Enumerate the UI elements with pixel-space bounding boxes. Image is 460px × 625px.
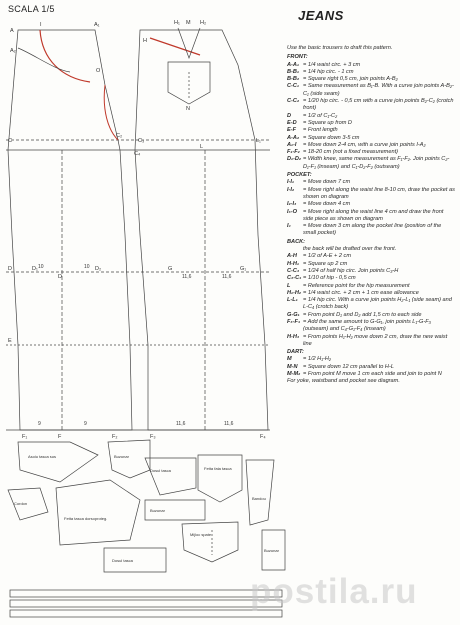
instruction-key: M-N xyxy=(287,363,298,370)
point-label: A₁ xyxy=(94,22,100,28)
instruction-value: = Move right along the waist line 8-10 cm, draw the pocket as shown on diagram xyxy=(303,186,455,200)
instruction-key: D xyxy=(287,112,292,119)
instruction-key: M-M₂ xyxy=(287,371,301,378)
instruction-row xyxy=(287,135,455,142)
instruction-row xyxy=(287,156,455,171)
measure-labels xyxy=(38,264,234,427)
front-panel-left xyxy=(8,30,132,430)
instruction-row xyxy=(287,364,455,371)
instruction-value: = Move right along the waist line 4 cm and draw the front side piece as shown on diagram xyxy=(303,208,444,222)
instruction-key: A-A₂ xyxy=(287,134,300,141)
instruction-key: E-D xyxy=(287,119,297,126)
instruction-row xyxy=(287,275,455,282)
measure-label: 11,6 xyxy=(182,274,192,280)
instruction-row xyxy=(287,290,455,297)
instruction-value: = 1/4 waist circ. + 2 cm + 1 cm ease allowance xyxy=(303,289,419,296)
instruction-row xyxy=(287,253,455,260)
instruction-row xyxy=(287,334,455,349)
piece-labels xyxy=(14,454,280,563)
piece-label: Fetta tasca dorsoproteg. xyxy=(64,516,108,521)
footer-note: For yoke, waistband and pocket see diagram. xyxy=(287,378,400,385)
instruction-row xyxy=(287,127,455,134)
watermark-logo: postila.ru xyxy=(250,572,418,611)
point-label: D₂ xyxy=(95,266,102,272)
point-label: F xyxy=(58,434,62,440)
point-label: A₂ xyxy=(10,48,16,54)
instruction-key: B-B₂ xyxy=(287,76,300,83)
instruction-value: = Move down 4 cm xyxy=(303,201,351,208)
instruction-key: F₁-F₂ xyxy=(287,149,300,156)
instruction-row xyxy=(287,120,455,127)
instruction-key: I₂-I₃ xyxy=(287,201,297,208)
instruction-key: I₄ xyxy=(287,223,291,230)
instruction-row xyxy=(287,76,455,83)
point-label: C₄ xyxy=(134,151,141,157)
point-label: C₂ xyxy=(116,133,123,139)
point-label: O xyxy=(96,68,101,74)
piece-label: Mijloc spate xyxy=(190,532,212,537)
back-point-labels xyxy=(134,20,266,440)
instruction-row xyxy=(287,246,455,253)
instruction-value: = From point M move 1 cm each side and join to point N xyxy=(303,371,442,378)
pieces-layout xyxy=(8,440,285,617)
instruction-row xyxy=(287,268,455,275)
instruction-row xyxy=(287,297,455,312)
piece-label: Buzunar xyxy=(114,454,129,459)
back-waist-line xyxy=(150,38,200,55)
instruction-key: A₁-I xyxy=(287,141,297,148)
measure-label: 9 xyxy=(84,421,87,427)
point-label: H xyxy=(143,38,147,44)
instruction-value: = Add the same amount to G-G₁, join points L₁-G-F₃ (outseam) and C₄-G₁-F₄ (inseam) xyxy=(303,318,431,333)
measure-label: 11,6 xyxy=(176,421,186,427)
piece-label: Fetta fata tasca xyxy=(204,466,232,471)
instruction-sections xyxy=(287,54,455,378)
instruction-row xyxy=(287,187,455,202)
section-heading: FRONT: xyxy=(287,54,308,61)
instruction-value: = Move down 7 cm xyxy=(303,179,351,186)
instruction-value: = Square down 12 cm parallel to H-L xyxy=(303,363,394,370)
instruction-value: the back will be drafted over the front. xyxy=(303,246,397,253)
instruction-row xyxy=(287,98,455,113)
point-label: F₄ xyxy=(260,434,266,440)
measure-label: 11,6 xyxy=(222,274,232,280)
scale-label: SCALA 1/5 xyxy=(8,4,55,14)
instruction-key: L-L₁ xyxy=(287,297,298,304)
piece-label: Dosul tasca xyxy=(150,468,171,473)
instruction-row xyxy=(287,69,455,76)
instruction-value: = Move down 2-4 cm, with a curve join points I-A₂ xyxy=(303,141,426,148)
point-label: F₁ xyxy=(22,434,28,440)
instruction-row xyxy=(287,261,455,268)
instruction-row xyxy=(287,142,455,149)
instruction-key: A-A₁ xyxy=(287,61,299,68)
point-label: M xyxy=(186,20,191,26)
instruction-value: = Same measurement as B₁-B. With a curve join points A-B₂-C₁ (side seam) xyxy=(303,83,454,97)
instruction-value: = Square up 2 cm xyxy=(303,260,348,267)
instruction-value: = 18-20 cm (not a fixed measurement) xyxy=(303,149,398,156)
instruction-row xyxy=(287,371,455,378)
instruction-key: I-I₁ xyxy=(287,179,294,186)
piece-label: Buzunar xyxy=(264,548,279,553)
instruction-value: = Square down 3-5 cm xyxy=(303,134,360,141)
instruction-key: F₃-F₄ xyxy=(287,318,301,325)
point-label: G xyxy=(168,266,173,272)
instruction-value: = Front length xyxy=(303,127,338,134)
instruction-row xyxy=(287,83,455,98)
measure-label: 9 xyxy=(38,421,41,427)
section-heading: DART: xyxy=(287,349,304,356)
instruction-value: = Reference point for the hip measurement xyxy=(303,282,410,289)
instruction-value: = Move down 3 cm along the pocket line (position of the small pocket) xyxy=(303,223,442,237)
piece-label: Asoiu tasca sus xyxy=(28,454,57,459)
instruction-key: M xyxy=(287,356,292,363)
point-label: N xyxy=(186,106,190,112)
instruction-key: C-C₂ xyxy=(287,98,300,105)
instruction-row xyxy=(287,319,455,334)
instruction-value: = From point D₁ and D₂ add 1,5 cm to each side xyxy=(303,311,422,318)
instruction-value: = 1/20 hip circ. - 0,5 cm with a curve join points B₂-C₂ (crotch front) xyxy=(303,98,454,112)
point-label: F₂ xyxy=(112,434,118,440)
instruction-row xyxy=(287,62,455,69)
point-label: C xyxy=(8,138,12,144)
section-heading: POCKET: xyxy=(287,172,312,179)
point-label: F₃ xyxy=(150,434,156,440)
instruction-value: = 1/4 waist circ. + 3 cm xyxy=(303,61,361,68)
instruction-key: G-G₁ xyxy=(287,311,300,318)
instruction-row xyxy=(287,223,455,238)
measure-label: 11,6 xyxy=(224,421,234,427)
page-title: JEANS xyxy=(298,8,344,23)
piece-label: Buzunar xyxy=(150,508,165,513)
instruction-key xyxy=(287,246,303,253)
piece-label: Bandou xyxy=(252,496,266,501)
instruction-value: = Square up from D xyxy=(303,119,352,126)
instruction-row xyxy=(287,283,455,290)
point-label: E xyxy=(8,338,12,344)
instruction-row xyxy=(287,149,455,156)
instruction-row xyxy=(287,113,455,120)
instructions xyxy=(287,45,455,386)
point-label: L₁ xyxy=(256,138,261,144)
point-label: C₃ xyxy=(138,138,145,144)
instruction-key: D₁-D₂ xyxy=(287,156,302,163)
intro-text: Use the basic trousers to draft this pattern. xyxy=(287,45,393,51)
point-label: L xyxy=(200,144,204,150)
instruction-value: = 1/4 hip circ. - 1 cm xyxy=(303,68,354,75)
piece-label: Cordon xyxy=(14,501,28,506)
back-panel xyxy=(135,30,268,430)
instruction-key: H-H₁ xyxy=(287,260,299,267)
instruction-value: = From points H₁-H₂ move down 2 cm, draw the new waist line xyxy=(303,333,448,347)
instruction-key: C-C₃ xyxy=(287,267,300,274)
instruction-value: = 1/2 of C₁-C₂ xyxy=(303,112,338,119)
instruction-value: = 1/4 hip circ. With a curve join points H₂-L₁ (side seam) and L-C₄ (crotch back) xyxy=(303,297,452,311)
instruction-row xyxy=(287,201,455,208)
instruction-key: E-F xyxy=(287,127,297,134)
instruction-row xyxy=(287,312,455,319)
instruction-key: H₁-H₂ xyxy=(287,289,302,296)
point-label: D xyxy=(58,274,62,280)
point-label: D xyxy=(8,266,12,272)
instruction-value: = 1/2 H₁-H₂ xyxy=(303,356,331,363)
instruction-value: = Square right 0,5 cm, join points A-B₂ xyxy=(303,76,398,83)
point-label: H₁ xyxy=(174,20,180,26)
instruction-row xyxy=(287,179,455,186)
point-label: I xyxy=(40,22,42,28)
section-heading: BACK: xyxy=(287,238,306,245)
instruction-value: = Width knee, same measurement as F₁-F₂. Join points C₂-D₁-F₁ (inseam) and C₁-D₂-F₂ (outseam) xyxy=(303,156,450,170)
instruction-key: B-B₁ xyxy=(287,68,299,75)
instruction-key: L xyxy=(287,282,291,289)
point-label: D₁ xyxy=(32,266,38,272)
point-label: A xyxy=(10,28,14,34)
piece-label: Dosul tasca xyxy=(112,558,133,563)
instruction-key: I₃-O xyxy=(287,208,297,215)
instruction-key: C-C₁ xyxy=(287,83,299,90)
instruction-key: H-H₃ xyxy=(287,333,300,340)
measure-label: 10 xyxy=(84,264,90,270)
instruction-value: = 1/2 of A-E + 2 cm xyxy=(303,253,351,260)
measure-label: 10 xyxy=(38,264,44,270)
instruction-value: = 1/10 of hip - 0,5 cm xyxy=(303,275,356,282)
point-label: H₂ xyxy=(200,20,207,26)
instruction-row xyxy=(287,209,455,224)
instruction-key: C₃-C₄ xyxy=(287,275,302,282)
point-label: G₁ xyxy=(240,266,247,272)
instruction-value: = 1/24 of half hip circ. Join points C₃-H xyxy=(303,267,399,274)
front-pocket-curve xyxy=(40,30,90,82)
instruction-row xyxy=(287,356,455,363)
instruction-key: A-H xyxy=(287,253,297,260)
instruction-key: I-I₂ xyxy=(287,186,295,193)
